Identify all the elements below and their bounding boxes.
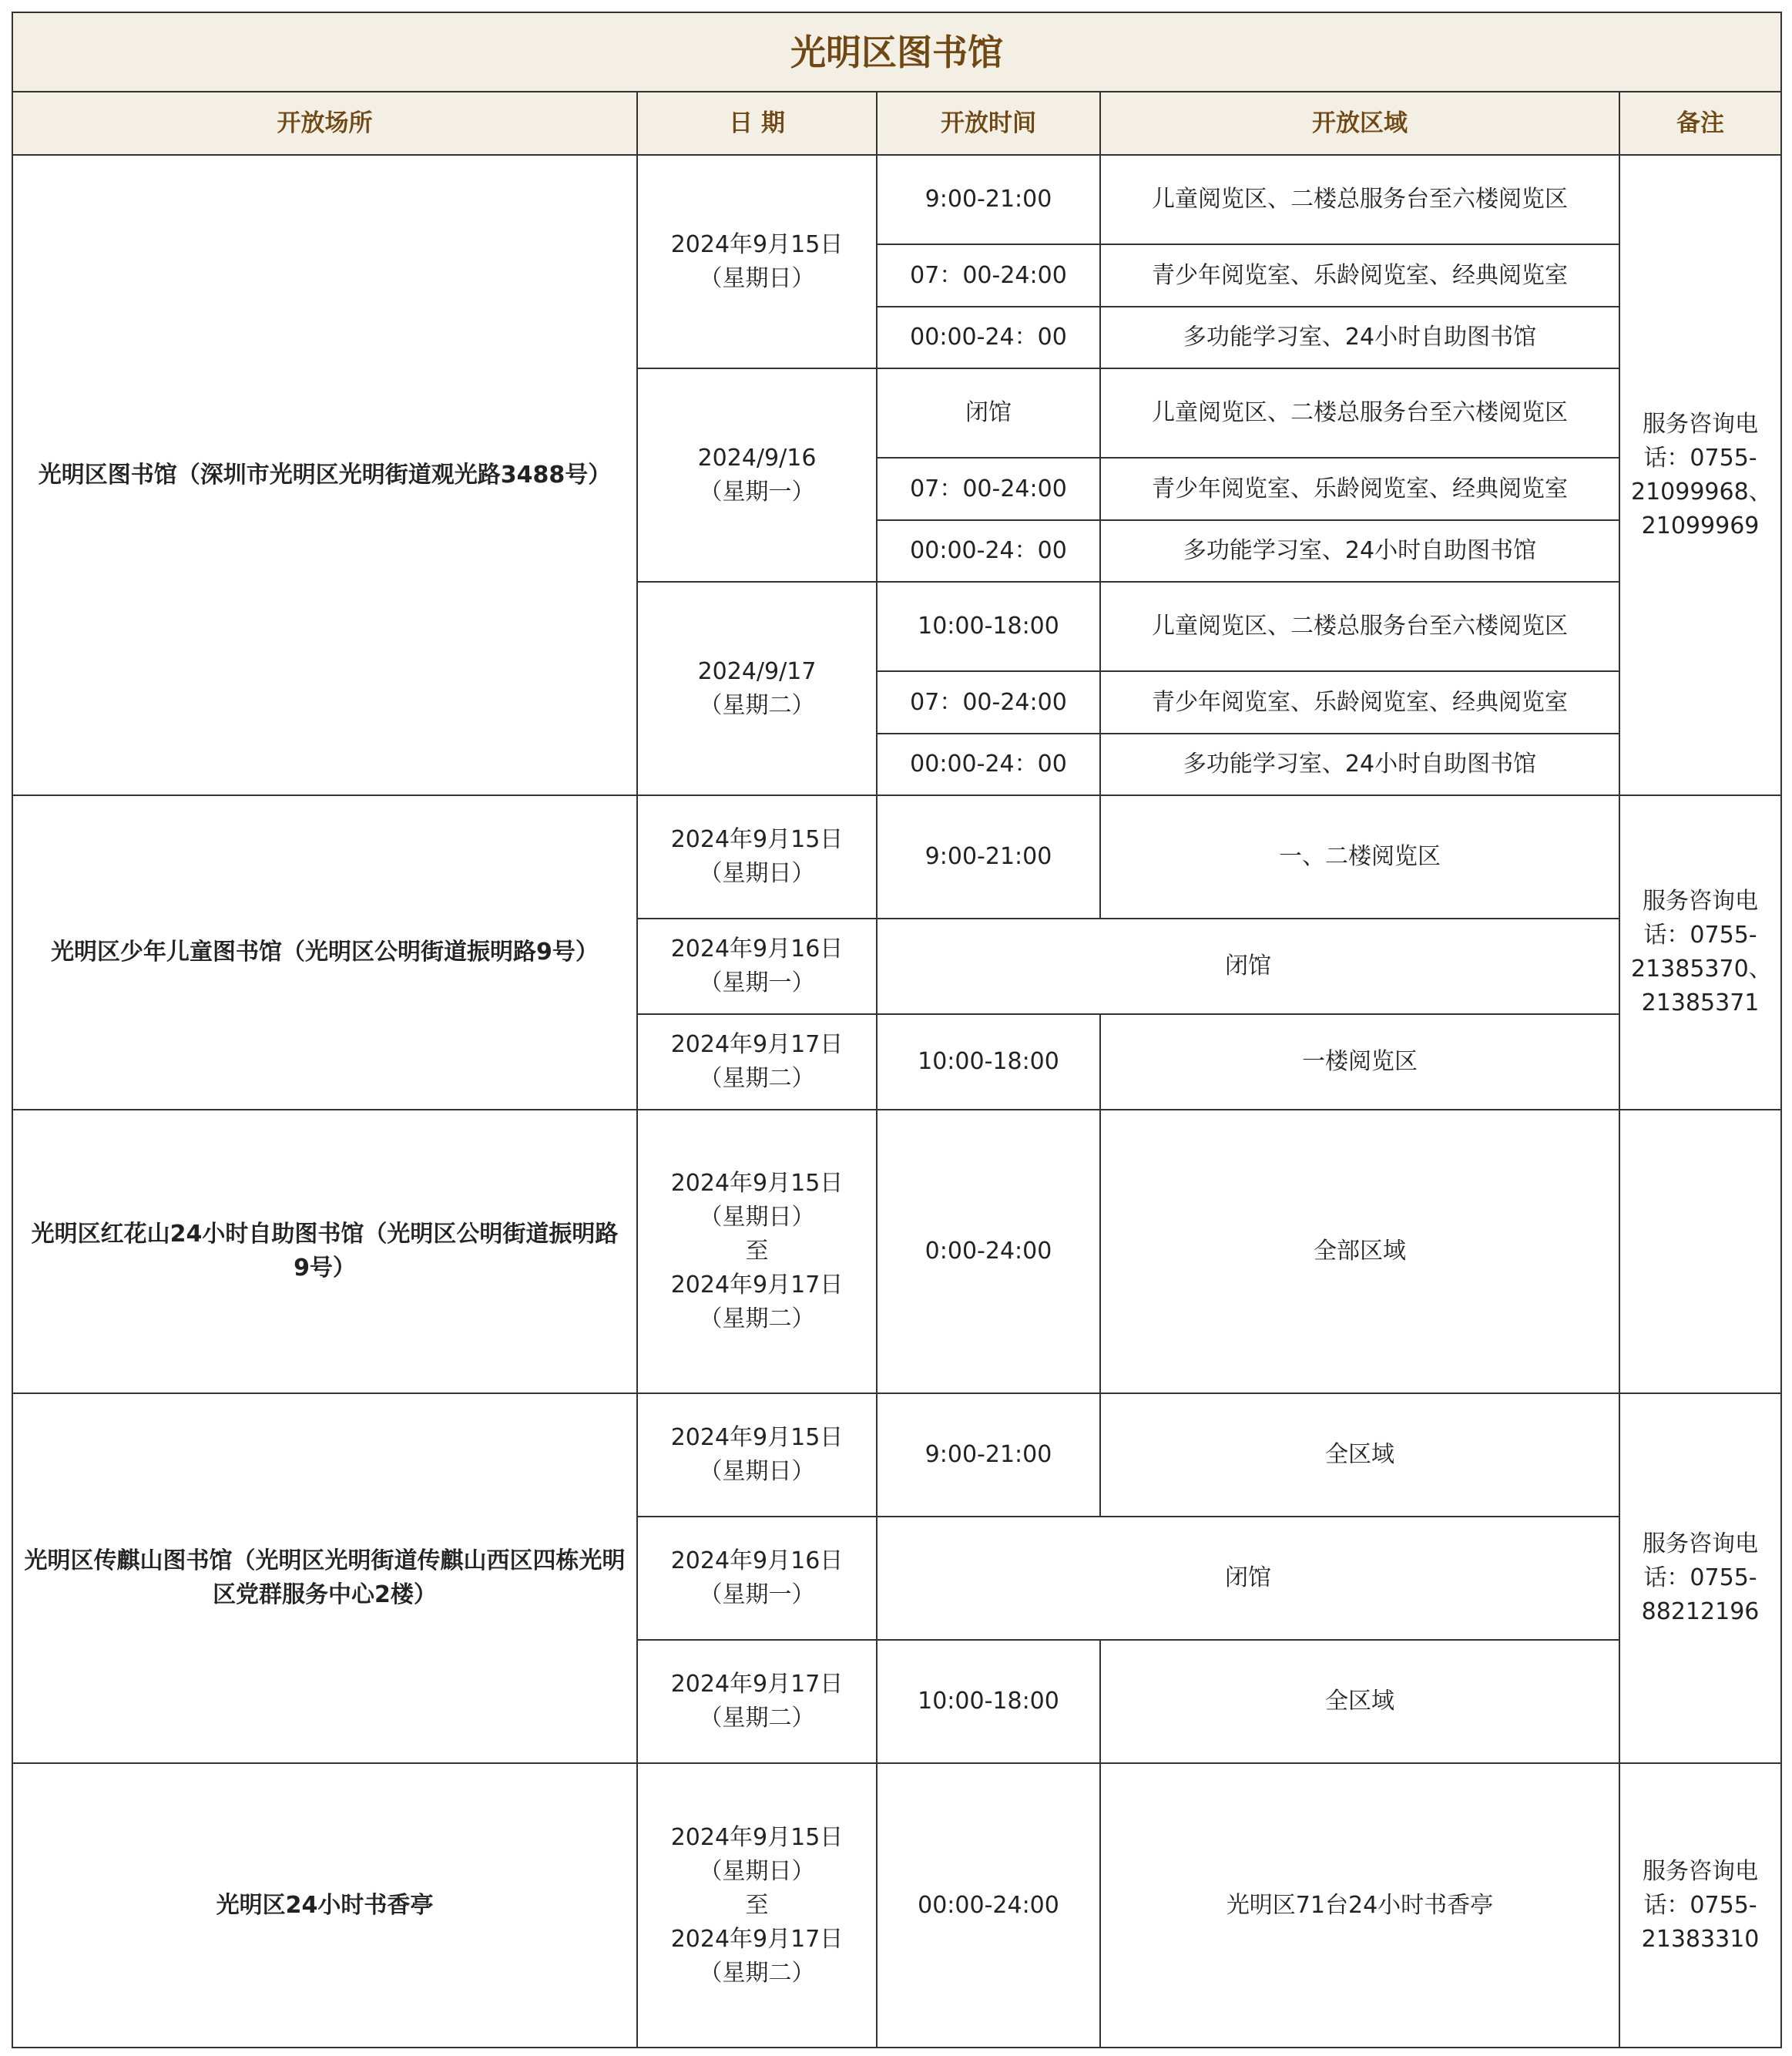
time-cell: 9:00-21:00	[877, 1393, 1100, 1517]
area-cell: 儿童阅览区、二楼总服务台至六楼阅览区	[1100, 155, 1619, 244]
area-cell: 光明区71台24小时书香亭	[1100, 1763, 1619, 2048]
area-cell: 青少年阅览室、乐龄阅览室、经典阅览室	[1100, 458, 1619, 520]
area-cell: 全区域	[1100, 1393, 1619, 1517]
note-cell	[1619, 1110, 1781, 1393]
time-cell: 闭馆	[877, 368, 1100, 458]
note-cell: 服务咨询电话：0755-21385370、21385371	[1619, 795, 1781, 1110]
time-cell: 07：00-24:00	[877, 671, 1100, 734]
time-cell: 0:00-24:00	[877, 1110, 1100, 1393]
time-cell: 07：00-24:00	[877, 458, 1100, 520]
note-cell: 服务咨询电话：0755-21099968、21099969	[1619, 155, 1781, 795]
venue-cell: 光明区少年儿童图书馆（光明区公明街道振明路9号）	[12, 795, 637, 1110]
table-title: 光明区图书馆	[12, 12, 1781, 92]
header-time: 开放时间	[877, 92, 1100, 155]
venue-cell: 光明区24小时书香亭	[12, 1763, 637, 2048]
time-cell: 10:00-18:00	[877, 1014, 1100, 1110]
time-cell: 00:00-24:00	[877, 1763, 1100, 2048]
date-cell: 2024/9/16 （星期一）	[637, 368, 877, 582]
time-cell: 00:00-24：00	[877, 734, 1100, 795]
time-cell: 00:00-24：00	[877, 307, 1100, 368]
date-cell: 2024年9月15日 （星期日）	[637, 795, 877, 919]
table-row	[12, 1110, 1781, 1393]
table-row	[12, 1393, 1781, 1517]
note-cell: 服务咨询电话：0755-21383310	[1619, 1763, 1781, 2048]
header-area: 开放区域	[1100, 92, 1619, 155]
area-cell: 全区域	[1100, 1640, 1619, 1763]
date-cell: 2024年9月15日 （星期日）	[637, 155, 877, 368]
date-cell: 2024年9月16日 （星期一）	[637, 1517, 877, 1640]
date-cell: 2024年9月15日 （星期日） 至 2024年9月17日 （星期二）	[637, 1110, 877, 1393]
time-cell: 00:00-24：00	[877, 520, 1100, 582]
date-cell: 2024年9月17日 （星期二）	[637, 1640, 877, 1763]
area-cell: 青少年阅览室、乐龄阅览室、经典阅览室	[1100, 671, 1619, 734]
note-cell: 服务咨询电话：0755-88212196	[1619, 1393, 1781, 1763]
time-cell: 07：00-24:00	[877, 244, 1100, 307]
header-row	[12, 92, 1781, 155]
venue-cell: 光明区图书馆（深圳市光明区光明街道观光路3488号）	[12, 155, 637, 795]
header-venue: 开放场所	[12, 92, 637, 155]
time-cell: 10:00-18:00	[877, 1640, 1100, 1763]
header-date: 日 期	[637, 92, 877, 155]
closed-cell: 闭馆	[877, 1517, 1619, 1640]
area-cell: 儿童阅览区、二楼总服务台至六楼阅览区	[1100, 582, 1619, 671]
area-cell: 一、二楼阅览区	[1100, 795, 1619, 919]
venue-cell: 光明区传麒山图书馆（光明区光明街道传麒山西区四栋光明区党群服务中心2楼）	[12, 1393, 637, 1763]
closed-cell: 闭馆	[877, 919, 1619, 1014]
table-row	[12, 795, 1781, 919]
title-row	[12, 12, 1781, 92]
area-cell: 全部区域	[1100, 1110, 1619, 1393]
time-cell: 9:00-21:00	[877, 795, 1100, 919]
table-row	[12, 1763, 1781, 2048]
date-cell: 2024年9月15日 （星期日）	[637, 1393, 877, 1517]
area-cell: 多功能学习室、24小时自助图书馆	[1100, 520, 1619, 582]
date-cell: 2024/9/17 （星期二）	[637, 582, 877, 795]
time-cell: 10:00-18:00	[877, 582, 1100, 671]
venue-cell: 光明区红花山24小时自助图书馆（光明区公明街道振明路9号）	[12, 1110, 637, 1393]
area-cell: 儿童阅览区、二楼总服务台至六楼阅览区	[1100, 368, 1619, 458]
area-cell: 一楼阅览区	[1100, 1014, 1619, 1110]
date-cell: 2024年9月15日 （星期日） 至 2024年9月17日 （星期二）	[637, 1763, 877, 2048]
table-row	[12, 155, 1781, 244]
date-cell: 2024年9月16日 （星期一）	[637, 919, 877, 1014]
date-cell: 2024年9月17日 （星期二）	[637, 1014, 877, 1110]
header-note: 备注	[1619, 92, 1781, 155]
area-cell: 青少年阅览室、乐龄阅览室、经典阅览室	[1100, 244, 1619, 307]
area-cell: 多功能学习室、24小时自助图书馆	[1100, 734, 1619, 795]
time-cell: 9:00-21:00	[877, 155, 1100, 244]
opening-hours-table	[12, 12, 1782, 2048]
area-cell: 多功能学习室、24小时自助图书馆	[1100, 307, 1619, 368]
